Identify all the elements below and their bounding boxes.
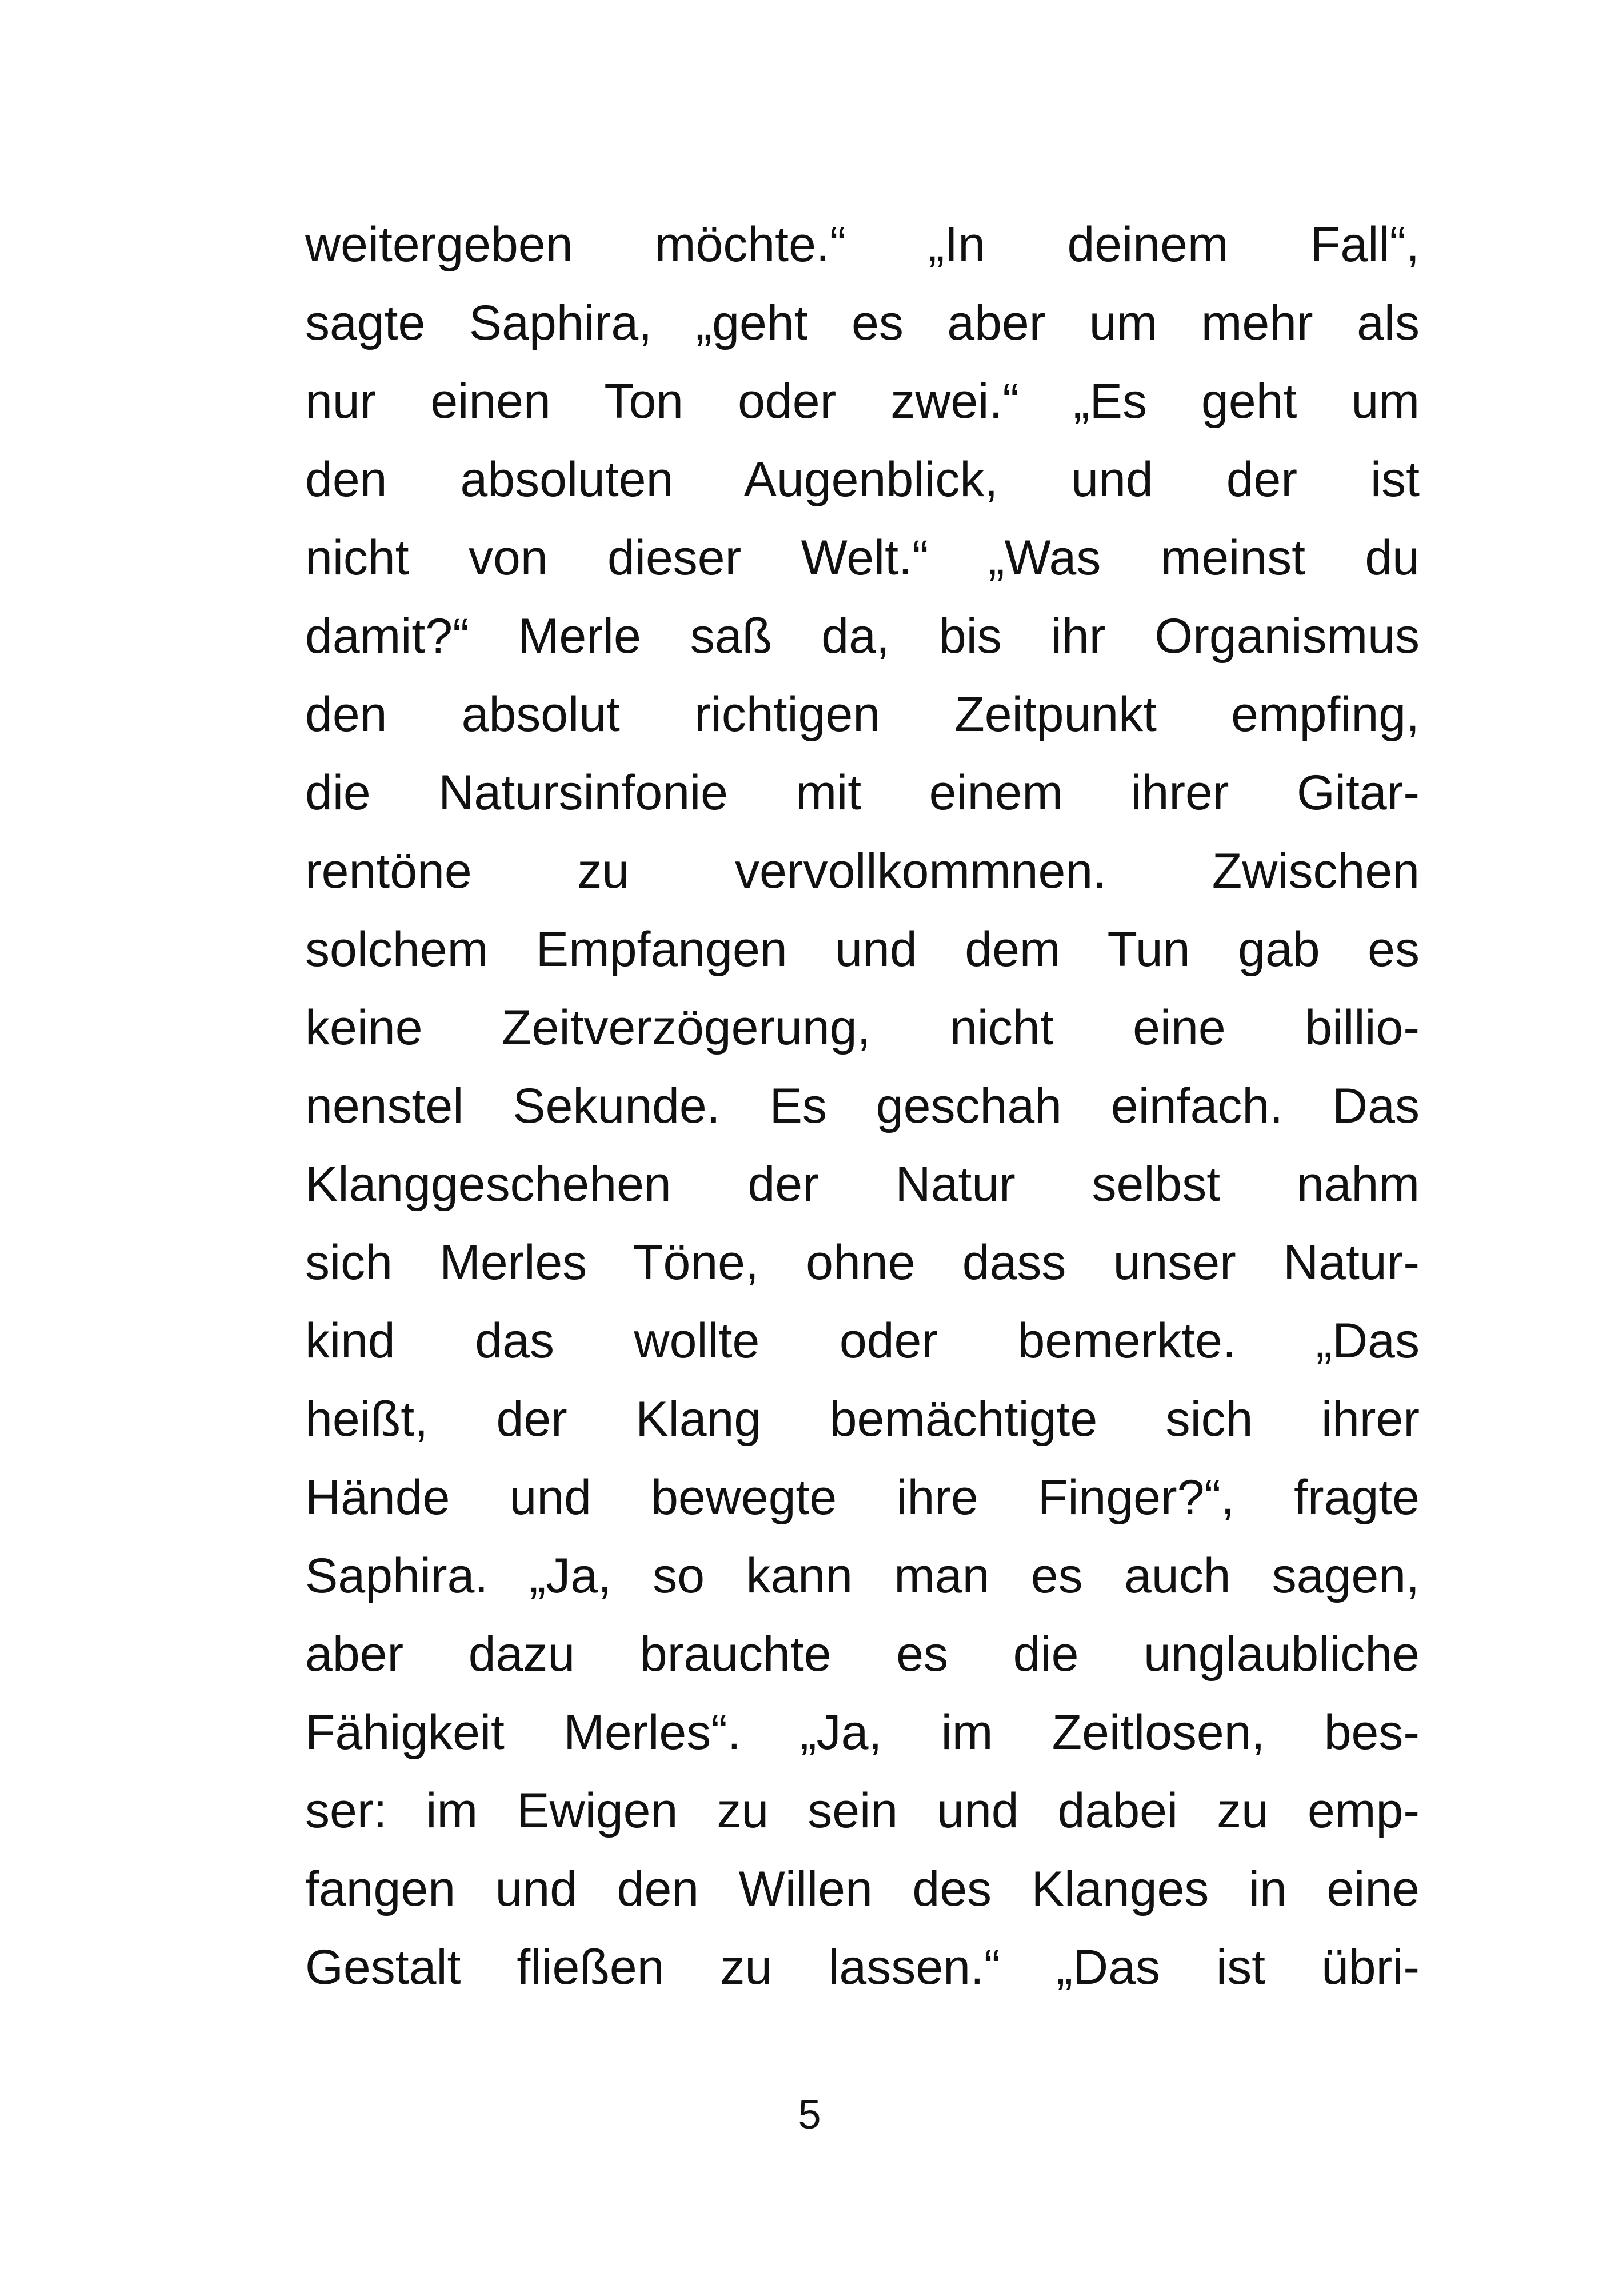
- text-line: nicht von dieser Welt.“ „Was meinst du: [305, 530, 1420, 585]
- text-line: heißt, der Klang bemächtigte sich ihrer: [305, 1392, 1420, 1447]
- text-line: den absolut richtigen Zeitpunkt empfing,: [305, 687, 1420, 742]
- text-line: nenstel Sekunde. Es geschah einfach. Das: [305, 1079, 1420, 1133]
- text-line: keine Zeitverzögerung, nicht eine billio-: [305, 1000, 1420, 1055]
- text-line: sagte Saphira, „geht es aber um mehr als: [305, 296, 1420, 350]
- text-line: fangen und den Willen des Klanges in eine: [305, 1862, 1420, 1916]
- text-line: Fähigkeit Merles“. „Ja, im Zeitlosen, bes-: [305, 1705, 1420, 1760]
- text-line: den absoluten Augenblick, und der ist: [305, 452, 1420, 507]
- text-line: aber dazu brauchte es die unglaubliche: [305, 1627, 1420, 1682]
- text-line: solchem Empfangen und dem Tun gab es: [305, 922, 1420, 977]
- text-line: weitergeben möchte.“ „In deinem Fall“,: [305, 217, 1420, 272]
- text-line: damit?“ Merle saß da, bis ihr Organismus: [305, 609, 1420, 664]
- text-line: Klanggeschehen der Natur selbst nahm: [305, 1157, 1420, 1212]
- page-number: 5: [798, 2092, 821, 2138]
- text-line: die Natursinfonie mit einem ihrer Gitar-: [305, 765, 1420, 820]
- body-text: [305, 206, 1420, 2007]
- text-line: nur einen Ton oder zwei.“ „Es geht um: [305, 374, 1420, 429]
- text-line: kind das wollte oder bemerkte. „Das: [305, 1313, 1420, 1368]
- text-line: Hände und bewegte ihre Finger?“, fragte: [305, 1470, 1420, 1525]
- text-line: ser: im Ewigen zu sein und dabei zu emp-: [305, 1783, 1420, 1838]
- text-line: Gestalt fließen zu lassen.“ „Das ist übri-: [305, 1940, 1420, 1995]
- text-line: Saphira. „Ja, so kann man es auch sagen,: [305, 1548, 1420, 1603]
- text-line: rentöne zu vervollkommnen. Zwischen: [305, 844, 1420, 899]
- text-line: sich Merles Töne, ohne dass unser Natur-: [305, 1235, 1420, 1290]
